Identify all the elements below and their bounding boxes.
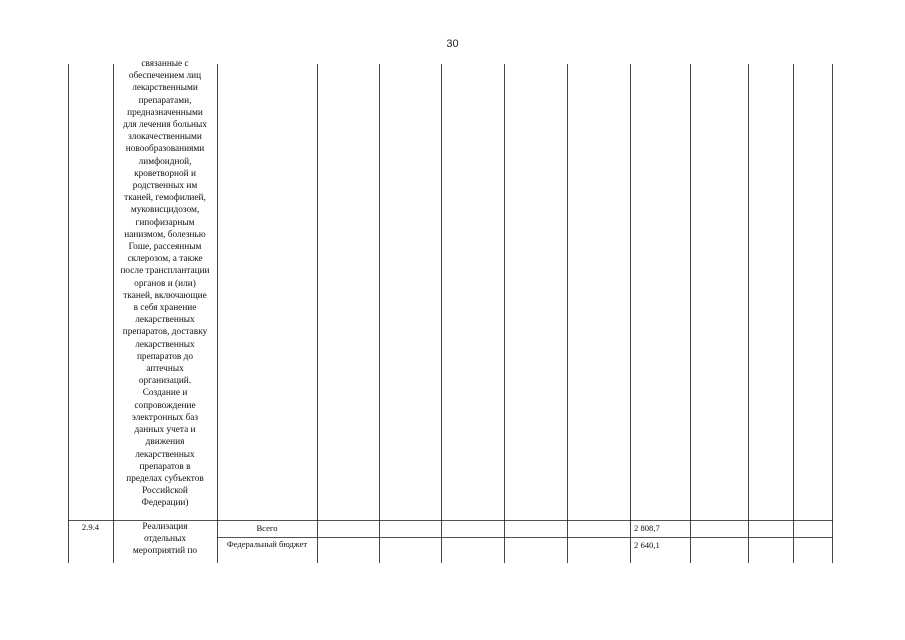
description-line: препаратами, bbox=[138, 95, 192, 106]
description-line: тканей, гемофилией, bbox=[124, 193, 206, 204]
description-line: сопровождение bbox=[134, 400, 196, 411]
source-federal-label: Федеральный бюджет bbox=[226, 539, 308, 549]
description-line: движения bbox=[145, 437, 185, 448]
description-line: лекарственных bbox=[135, 339, 195, 350]
description-line: аптечных bbox=[146, 364, 184, 375]
description-line: данных учета и bbox=[134, 425, 196, 436]
description-line: Создание и bbox=[142, 388, 188, 399]
description-line: гипофизарным bbox=[135, 217, 195, 228]
description-line: Гоше, рассеянным bbox=[128, 242, 202, 253]
description-line: склерозом, а также bbox=[127, 254, 203, 265]
description-line: лекарственных bbox=[135, 449, 195, 460]
row-name-line: мероприятий по bbox=[132, 546, 198, 557]
description-line: после трансплантации bbox=[120, 266, 210, 277]
description-line: муковисцидозом, bbox=[130, 205, 200, 216]
continued-description bbox=[113, 58, 217, 510]
description-line: лимфоидной, bbox=[138, 156, 192, 167]
description-line: препаратов до bbox=[136, 351, 194, 362]
description-line: родственных им bbox=[132, 181, 198, 192]
description-line: организаций. bbox=[138, 376, 192, 387]
description-line: Федерации) bbox=[141, 498, 189, 509]
description-line: лекарственными bbox=[132, 83, 198, 94]
source-total-label: Всего bbox=[256, 523, 278, 533]
description-line: препаратов, доставку bbox=[122, 327, 208, 338]
row-number: 2.9.4 bbox=[81, 522, 100, 532]
row-name-line: Реализация bbox=[142, 522, 188, 532]
description-line: тканей, включающие bbox=[123, 290, 207, 301]
description-line: новообразованиями bbox=[125, 144, 205, 155]
description-line: злокачественными bbox=[128, 132, 202, 143]
description-line: препаратов в bbox=[139, 461, 191, 472]
description-line: органов и (или) bbox=[134, 278, 196, 289]
page-number: 30 bbox=[446, 38, 459, 50]
description-line: Российской bbox=[142, 486, 188, 497]
description-line: в себя хранение bbox=[133, 303, 197, 314]
description-line: обеспечением лиц bbox=[128, 71, 202, 82]
row-name bbox=[113, 521, 217, 558]
description-line: предназначенными bbox=[127, 107, 203, 118]
description-line: пределах субъектов bbox=[126, 473, 204, 484]
row-name-line: отдельных bbox=[143, 534, 187, 545]
value-total: 2 808,7 bbox=[634, 523, 660, 533]
description-line: связанные с bbox=[141, 59, 189, 69]
value-federal: 2 640,1 bbox=[634, 540, 660, 550]
description-line: нанизмом, болезнью bbox=[124, 229, 206, 240]
description-line: лекарственных bbox=[135, 315, 195, 326]
description-line: для лечения больных bbox=[123, 120, 207, 131]
description-line: кроветворной и bbox=[134, 168, 196, 179]
description-line: электронных баз bbox=[131, 412, 199, 423]
